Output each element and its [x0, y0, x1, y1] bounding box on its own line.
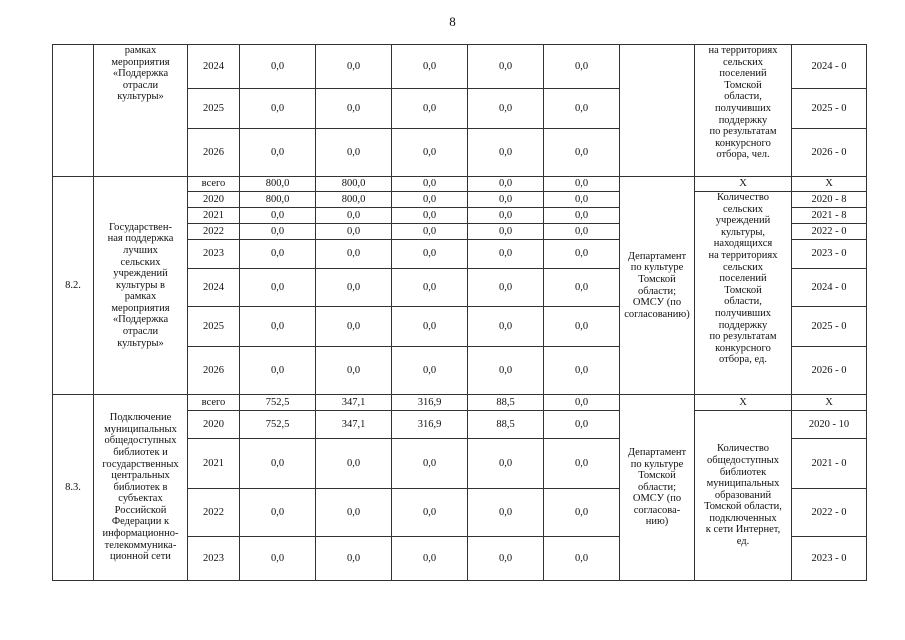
value-cell: 0,0 — [468, 45, 544, 89]
indicator-total-cell: X — [695, 395, 792, 411]
page-number: 8 — [449, 14, 456, 29]
value-cell: 0,0 — [392, 192, 468, 208]
indicator-value-cell: 2026 - 0 — [792, 347, 867, 395]
value-cell: 800,0 — [240, 192, 316, 208]
value-cell: 0,0 — [392, 489, 468, 537]
indicator-value-cell: 2024 - 0 — [792, 269, 867, 307]
table-row — [53, 395, 867, 411]
value-cell: 0,0 — [316, 129, 392, 177]
item-name-cell: рамках мероприятия «Поддержка отрасли культуры» — [94, 45, 188, 177]
value-cell: 0,0 — [240, 439, 316, 489]
indicator-value-cell: 2022 - 0 — [792, 489, 867, 537]
value-cell: 0,0 — [468, 129, 544, 177]
indicator-value-cell: X — [792, 177, 867, 192]
value-cell: 0,0 — [240, 537, 316, 581]
item-number-cell: 8.3. — [53, 395, 94, 581]
value-cell: 0,0 — [392, 224, 468, 240]
value-cell: 0,0 — [468, 439, 544, 489]
value-cell: 0,0 — [392, 240, 468, 269]
item-number-cell — [53, 45, 94, 177]
indicator-value-cell: 2026 - 0 — [792, 129, 867, 177]
value-cell: 0,0 — [468, 537, 544, 581]
value-cell: 0,0 — [544, 269, 620, 307]
value-cell: 316,9 — [392, 411, 468, 439]
year-cell: 2021 — [188, 439, 240, 489]
value-cell: 88,5 — [468, 411, 544, 439]
value-cell: 0,0 — [544, 45, 620, 89]
value-cell: 0,0 — [468, 489, 544, 537]
value-cell: 0,0 — [240, 240, 316, 269]
executor-cell: Департамент по культуре Томской области; ОМСУ (по согласованию) — [620, 177, 695, 395]
value-cell: 0,0 — [468, 347, 544, 395]
indicator-value-cell: 2023 - 0 — [792, 537, 867, 581]
year-cell: 2024 — [188, 269, 240, 307]
value-cell: 0,0 — [316, 439, 392, 489]
value-cell: 0,0 — [392, 177, 468, 192]
year-cell: всего — [188, 177, 240, 192]
value-cell: 0,0 — [468, 177, 544, 192]
table-row — [53, 177, 867, 192]
value-cell: 0,0 — [392, 347, 468, 395]
indicator-value-cell: 2020 - 10 — [792, 411, 867, 439]
value-cell: 752,5 — [240, 395, 316, 411]
value-cell: 0,0 — [316, 89, 392, 129]
executor-cell — [620, 45, 695, 177]
value-cell: 0,0 — [544, 439, 620, 489]
value-cell: 0,0 — [544, 208, 620, 224]
value-cell: 800,0 — [316, 177, 392, 192]
value-cell: 0,0 — [316, 240, 392, 269]
value-cell: 0,0 — [468, 240, 544, 269]
value-cell: 0,0 — [468, 208, 544, 224]
value-cell: 0,0 — [316, 537, 392, 581]
value-cell: 0,0 — [392, 537, 468, 581]
value-cell: 0,0 — [240, 208, 316, 224]
value-cell: 0,0 — [544, 89, 620, 129]
value-cell: 0,0 — [544, 307, 620, 347]
value-cell: 800,0 — [240, 177, 316, 192]
value-cell: 800,0 — [316, 192, 392, 208]
value-cell: 0,0 — [316, 45, 392, 89]
value-cell: 0,0 — [240, 307, 316, 347]
item-name-cell: Подключение муниципальных общедоступных библиотек и государственных центральных библиотек в субъектах Российской Федерации к информационно- телекоммуника- ционной сети — [94, 395, 188, 581]
value-cell: 347,1 — [316, 411, 392, 439]
item-number-cell: 8.2. — [53, 177, 94, 395]
value-cell: 0,0 — [544, 177, 620, 192]
indicator-cell: на территориях сельских поселений Томской области, получивших поддержку по результатам конкурсного отбора, чел. — [695, 45, 792, 177]
value-cell: 0,0 — [392, 307, 468, 347]
year-cell: 2026 — [188, 347, 240, 395]
value-cell: 0,0 — [544, 411, 620, 439]
year-cell: 2025 — [188, 307, 240, 347]
indicator-value-cell: 2021 - 0 — [792, 439, 867, 489]
indicator-value-cell: X — [792, 395, 867, 411]
executor-cell: Департамент по культуре Томской области; ОМСУ (по согласова- нию) — [620, 395, 695, 581]
year-cell: 2023 — [188, 240, 240, 269]
value-cell: 0,0 — [544, 240, 620, 269]
indicator-value-cell: 2020 - 8 — [792, 192, 867, 208]
indicator-value-cell: 2025 - 0 — [792, 89, 867, 129]
value-cell: 0,0 — [468, 89, 544, 129]
value-cell: 0,0 — [240, 347, 316, 395]
year-cell: 2022 — [188, 489, 240, 537]
year-cell: 2020 — [188, 192, 240, 208]
year-cell: 2026 — [188, 129, 240, 177]
value-cell: 347,1 — [316, 395, 392, 411]
value-cell: 0,0 — [316, 489, 392, 537]
table-row — [53, 45, 867, 89]
year-cell: 2022 — [188, 224, 240, 240]
value-cell: 0,0 — [240, 489, 316, 537]
value-cell: 0,0 — [240, 224, 316, 240]
value-cell: 0,0 — [468, 269, 544, 307]
indicator-value-cell: 2023 - 0 — [792, 240, 867, 269]
value-cell: 0,0 — [544, 129, 620, 177]
value-cell: 0,0 — [392, 89, 468, 129]
year-cell: 2025 — [188, 89, 240, 129]
indicator-cell: Количество сельских учреждений культуры, находящихся на территориях сельских поселений Томской области, получивших поддержку по результатам конкурсного отбора, ед. — [695, 192, 792, 395]
year-cell: 2023 — [188, 537, 240, 581]
value-cell: 0,0 — [316, 269, 392, 307]
value-cell: 0,0 — [392, 439, 468, 489]
value-cell: 0,0 — [544, 537, 620, 581]
value-cell: 0,0 — [544, 395, 620, 411]
year-cell: 2024 — [188, 45, 240, 89]
value-cell: 0,0 — [392, 129, 468, 177]
indicator-value-cell: 2024 - 0 — [792, 45, 867, 89]
value-cell: 0,0 — [240, 129, 316, 177]
value-cell: 0,0 — [316, 347, 392, 395]
value-cell: 0,0 — [316, 224, 392, 240]
value-cell: 0,0 — [468, 307, 544, 347]
value-cell: 0,0 — [240, 45, 316, 89]
value-cell: 316,9 — [392, 395, 468, 411]
value-cell: 0,0 — [240, 269, 316, 307]
value-cell: 0,0 — [468, 224, 544, 240]
value-cell: 0,0 — [544, 489, 620, 537]
value-cell: 88,5 — [468, 395, 544, 411]
program-table — [52, 44, 867, 581]
indicator-cell: Количество общедоступных библиотек муниципальных образований Томской области, подключенных к сети Интернет, ед. — [695, 411, 792, 581]
year-cell: 2020 — [188, 411, 240, 439]
year-cell: 2021 — [188, 208, 240, 224]
item-name-cell: Государствен- ная поддержка лучших сельских учреждений культуры в рамках мероприятия «Поддержка отрасли культуры» — [94, 177, 188, 395]
value-cell: 752,5 — [240, 411, 316, 439]
indicator-value-cell: 2025 - 0 — [792, 307, 867, 347]
year-cell: всего — [188, 395, 240, 411]
value-cell: 0,0 — [316, 208, 392, 224]
table-body — [53, 45, 867, 581]
value-cell: 0,0 — [316, 307, 392, 347]
value-cell: 0,0 — [544, 192, 620, 208]
indicator-value-cell: 2021 - 8 — [792, 208, 867, 224]
value-cell: 0,0 — [468, 192, 544, 208]
indicator-total-cell: X — [695, 177, 792, 192]
value-cell: 0,0 — [544, 347, 620, 395]
value-cell: 0,0 — [392, 45, 468, 89]
value-cell: 0,0 — [392, 269, 468, 307]
value-cell: 0,0 — [392, 208, 468, 224]
value-cell: 0,0 — [544, 224, 620, 240]
value-cell: 0,0 — [240, 89, 316, 129]
indicator-value-cell: 2022 - 0 — [792, 224, 867, 240]
